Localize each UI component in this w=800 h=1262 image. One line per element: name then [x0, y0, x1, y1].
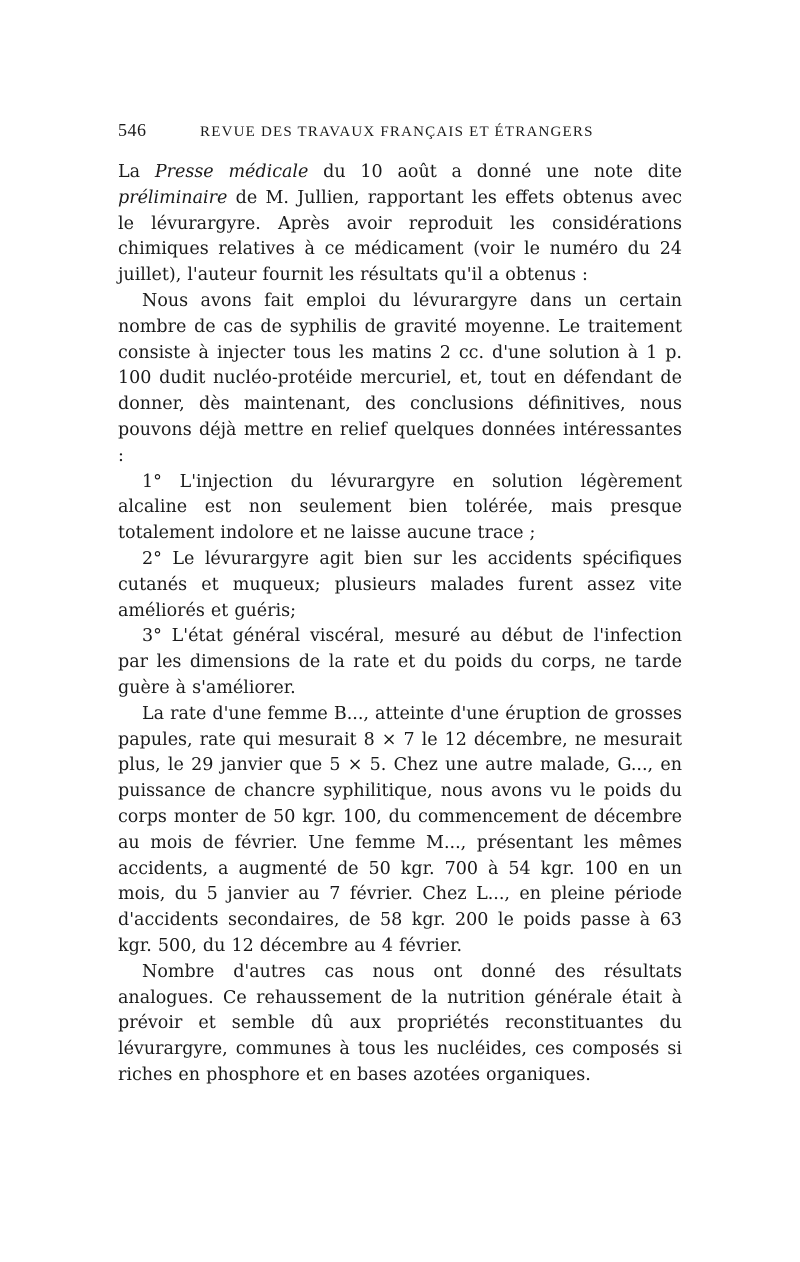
running-title: REVUE DES TRAVAUX FRANÇAIS ET ÉTRANGERS: [200, 124, 594, 140]
paragraph-cases: La rate d'une femme B..., atteinte d'une éruption de grosses papules, rate qui mesurait 8 × 7 le 12 décembre, ne mesurait plus, le 29 janvier que 5 × 5. Chez une autre malade, G..., en puissance de chancre syphilitique, nous avons vu le poids du corps monter de 50 kgr. 100, du commencement de décembre au mois de février. Une femme M..., présentant les mêmes accidents, a augmenté de 50 kgr. 700 à 54 kgr. 100 en un mois, du 5 janvier au 7 février. Chez L..., en pleine période d'accidents secondaires, de 58 kgr. 200 le poids passe à 63 kgr. 500, du 12 décembre au 4 février.: [118, 703, 682, 956]
note-qualifier: préliminaire: [118, 187, 228, 208]
paragraph-conclusion: Nombre d'autres cas nous ont donné des résultats analogues. Ce rehaussement de la nutrition générale était à prévoir et semble dû aux propriétés reconstituantes du lévurargyre, communes à tous les nucléides, ces composés si riches en phosphore et en bases azotées organiques.: [118, 961, 682, 1085]
intro-text-end: de M. Jullien, rapportant les effets obtenus avec le lévurargyre. Après avoir reproduit les considérations chimiques relatives à ce médicament (voir le numéro du 24 juillet), l'auteur fournit les résultats qu'il a obtenus :: [118, 187, 682, 286]
paragraph-point-2: 2° Le lévurargyre agit bien sur les accidents spécifiques cutanés et muqueux; plusieurs malades furent assez vite améliorés et guéris;: [118, 548, 682, 621]
intro-text-middle: du 10 août a donné une note dite: [308, 162, 682, 182]
intro-text-start: La: [118, 162, 155, 182]
paragraph-point-3: 3° L'état général viscéral, mesuré au début de l'infection par les dimensions de la rate et du poids du corps, ne tarde guère à s'améliorer.: [118, 626, 682, 698]
page-number: 546: [118, 120, 147, 140]
paragraph-treatment: Nous avons fait emploi du lévurargyre dans un certain nombre de cas de syphilis de gravité moyenne. Le traitement consiste à injecter tous les matins 2 cc. d'une solution à 1 p. 100 dudit nucléo-protéide mercuriel, et, tout en défendant de donner, dès maintenant, des conclusions définitives, nous pouvons déjà mettre en relief quelques données intéressantes :: [118, 290, 682, 466]
book-page: [118, 116, 682, 1089]
running-head: [118, 116, 682, 146]
paragraph-point-1: 1° L'injection du lévurargyre en solution légèrement alcaline est non seulement bien tolérée, mais presque totalement indolore et ne laisse aucune trace ;: [118, 471, 682, 544]
paragraph-intro: [118, 160, 682, 289]
journal-name: Presse médicale: [154, 162, 309, 182]
